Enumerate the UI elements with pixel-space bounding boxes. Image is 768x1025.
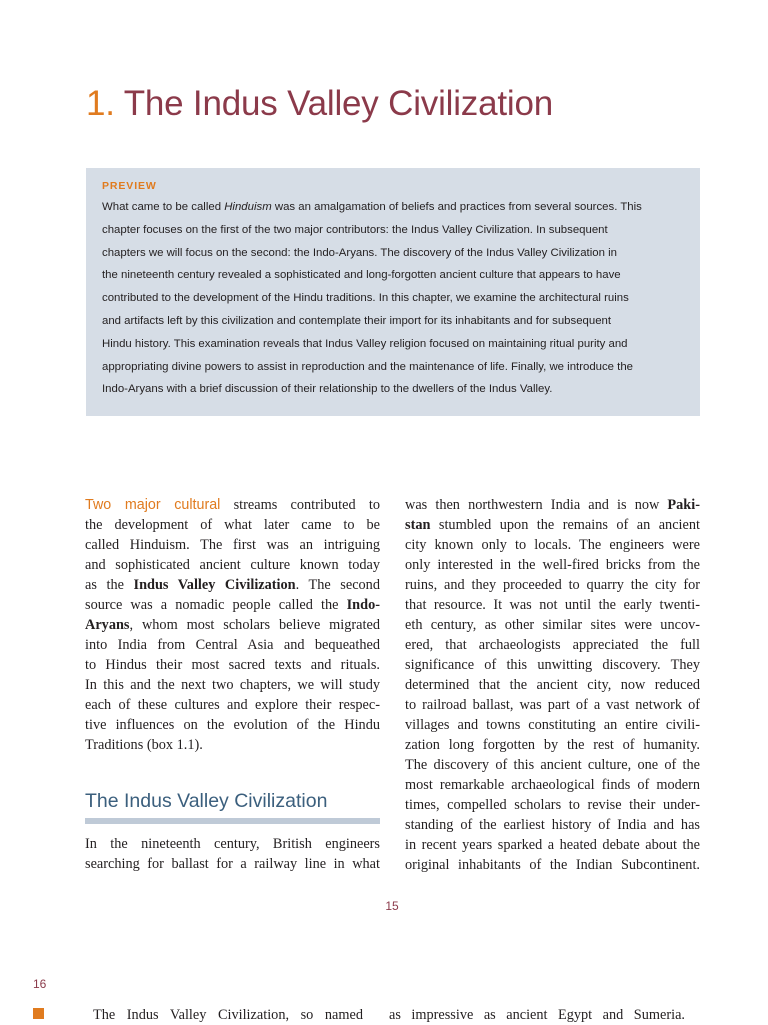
text-line: each of these cultures and explore their respec- [85,697,380,713]
text-line: to Hindus their most sacred texts and rituals. [85,657,380,673]
emphasized-term: Hinduism [224,201,272,213]
text-line: city known only to locals. The engineers were [405,537,700,553]
emphasized-term: Indo- [346,597,380,613]
chapter-title-text: The Indus Valley Civilization [114,84,553,123]
text-line [102,196,684,219]
text-line: zation long forgotten by the rest of humanity. [405,737,700,753]
preview-box [86,168,700,416]
text-line: and artifacts left by this civilization and contemplate their import for its inhabitants and for subsequent [102,314,612,327]
next-page-number: 16 [33,977,47,991]
text-line: Traditions (box 1.1). [85,737,203,753]
preview-text [102,196,684,401]
text-line: into India from Central Asia and bequeathed [85,637,380,653]
text-line: In this and the next two chapters, we will study [85,677,380,693]
text-line [405,495,700,515]
text-line: villages and towns constituting an entire civili- [405,717,700,733]
text-line [85,615,380,635]
chapter-title [86,84,553,124]
text-line: the nineteenth century revealed a sophisticated and long-forgotten ancient culture that appears to have [102,269,621,282]
emphasized-term: stan [405,517,431,533]
emphasized-term: Aryans [85,617,130,633]
text-line: appropriating divine powers to assist in reproduction and the maintenance of life. Finally, we introduce the [102,360,634,373]
text-run: streams contributed to [220,497,380,513]
text-line: standing of the earliest history of India and has [405,817,700,833]
text-line: chapter focuses on the first of the two major contributors: the Indus Valley Civilization. In subsequent [102,223,608,236]
text-line: contributed to the development of the Hindu traditions. In this chapter, we examine the architectural ruins [102,292,629,305]
text-line: to railroad ballast, was part of a vast network of [405,697,700,713]
page-number: 15 [385,899,399,913]
text-line [85,595,380,615]
text-line [405,515,700,535]
body-column-right [405,495,700,875]
text-line [85,575,380,595]
text-line: eth century, as other similar sites were uncov- [405,617,700,633]
text-run: What came to be called [102,201,225,213]
section-heading: The Indus Valley Civilization [85,790,328,812]
text-line: ruins, and they proceeded to quarry the city for [405,577,700,593]
emphasized-term: Paki- [667,497,700,513]
text-line: Hindu history. This examination reveals that Indus Valley religion focused on maintaining ritual purity and [102,337,628,350]
text-line: and sophisticated ancient culture known today [85,557,380,573]
preview-label: PREVIEW [102,180,157,192]
text-line: most remarkable archaeological finds of modern [405,777,700,793]
section-heading-rule [85,818,380,824]
text-line: called Hinduism. The first was an intriguing [85,537,380,553]
body-column-left [85,495,380,755]
text-run: source was a nomadic people called the [85,597,347,613]
orange-square-marker [33,1008,44,1019]
text-line: that resource. It was not until the early twenti- [405,597,700,613]
next-page-right-line: as impressive as ancient Egypt and Sumeria. [389,1007,685,1023]
text-line: tive influences on the evolution of the Hindu [85,717,380,733]
text-line: only interested in the well-fired bricks from the [405,557,700,573]
next-page-left-line: The Indus Valley Civilization, so named [93,1007,363,1023]
text-line: chapters we will focus on the second: the Indo-Aryans. The discovery of the Indus Valley Civilization in [102,246,617,259]
text-line: ered, that archaeologists appreciated the full [405,637,700,653]
text-run: . The second [295,577,380,593]
chapter-number: 1 [86,84,106,123]
text-run: , whom most scholars believe migrated [129,617,380,633]
chapter-number-dot: . [105,84,115,123]
text-line: searching for ballast for a railway line in what [85,856,380,872]
text-line: Indo-Aryans with a brief discussion of their relationship to the dwellers of the Indus Valley. [102,383,553,396]
text-run: was then northwestern India and is now [405,497,668,513]
text-line: determined that the ancient city, now reduced [405,677,700,693]
text-line: the development of what later came to be [85,517,380,533]
text-run: was an amalgamation of beliefs and practices from several sources. This [271,201,642,213]
text-line [85,495,380,515]
emphasized-term: Indus Valley Civilization [133,577,296,593]
text-line: in recent years sparked a heated debate about the [405,837,700,853]
text-line: original inhabitants of the Indian Subcontinent. [405,857,700,873]
text-line: The discovery of this ancient culture, one of the [405,757,700,773]
text-line: significance of this unwitting discovery. They [405,657,700,673]
text-line: In the nineteenth century, British engineers [85,836,380,852]
text-line: times, compelled scholars to revise their under- [405,797,700,813]
lead-in-text: Two major cultural [85,497,221,513]
text-run: as the [85,577,134,593]
text-run: stumbled upon the remains of an ancient [430,517,700,533]
section-body-text [85,834,380,874]
